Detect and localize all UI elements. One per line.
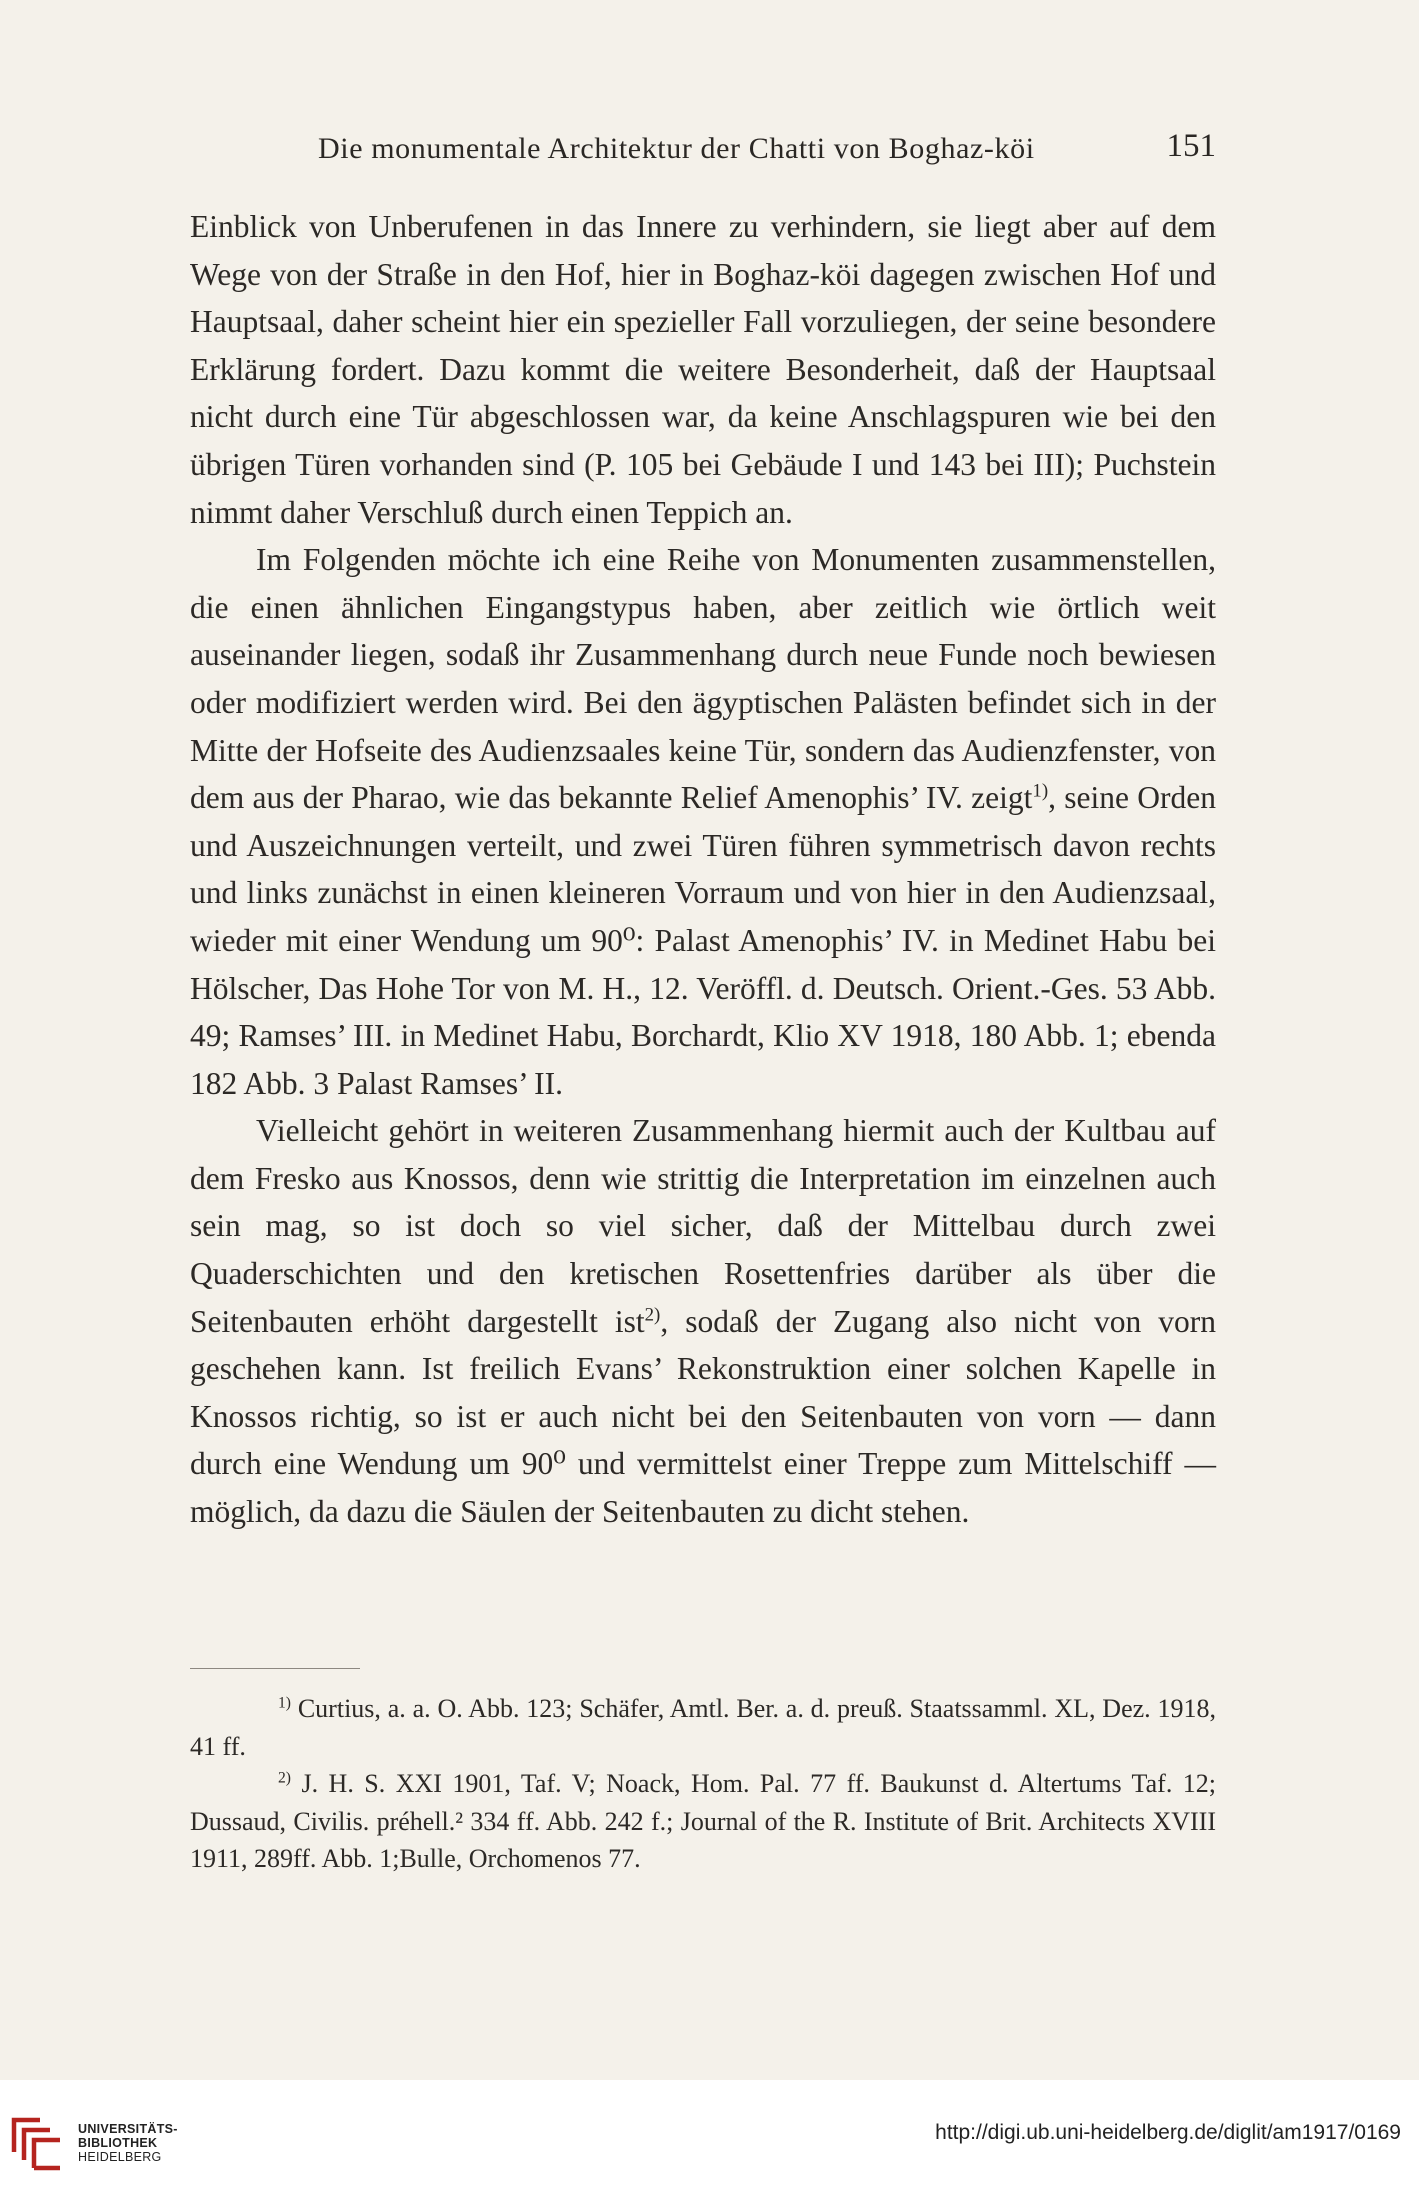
library-name-line-3: HEIDELBERG — [78, 2150, 162, 2164]
paragraph-2-text-before-note: Im Folgenden möchte ich eine Reihe von Monumenten zusammenstellen, die einen ähnlichen Eingangstypus haben, aber zeitlich wie örtlich weit auseinander liegen, sodaß ihr Zusammenhang durch neue Funde noch bewiesen oder modifiziert werden wird. Bei den ägyptischen Palästen befindet sich in der Mitte der Hofseite des Audienzsaales keine Tür, sondern das Audienzfenster, von dem aus der Pharao, wie das bekannte Relief Amenophis’ IV. zeigt — [190, 542, 1216, 816]
library-name-line-1: UNIVERSITÄTS- — [78, 2122, 178, 2136]
footnote-1-mark: 1) — [278, 1694, 291, 1712]
running-title: Die monumentale Architektur der Chatti von Boghaz-köi — [318, 132, 1035, 165]
library-name — [78, 2122, 178, 2164]
paragraph-2-text-after-note: , seine Orden und Auszeichnungen verteilt, und zwei Türen führen symmetrisch davon rechts und links zunächst in einen kleineren Vorraum und von hier in den Audienzsaal, wieder mit einer Wendung um 90⁰: Palast Amenophis’ IV. in Medinet Habu bei Hölscher, Das Hohe Tor von M. H., 12. Veröffl. d. Deutsch. Orient.-Ges. 53 Abb. 49; Ramses’ III. in Medinet Habu, Borchardt, Klio XV 1918, 180 Abb. 1; ebenda 182 Abb. 3 Palast Ramses’ II. — [190, 780, 1216, 1101]
footnote-ref-2: 2) — [644, 1304, 661, 1326]
footnotes — [190, 1690, 1216, 1878]
body-text — [190, 203, 1216, 1536]
paragraph-3-text-after-note: , sodaß der Zugang also nicht von vorn geschehen kann. Ist freilich Evans’ Rekonstruktion einer solchen Kapelle in Knossos richtig, so ist er auch nicht bei den Seitenbauten von vorn — dann durch eine Wendung um 90⁰ und vermittelst einer Treppe zum Mittelschiff — möglich, da dazu die Säulen der Seitenbauten zu dicht stehen. — [190, 1303, 1216, 1530]
paragraph-3-text-before-note: Vielleicht gehört in weiteren Zusammenhang hiermit auch der Kultbau auf dem Fresko aus Knossos, denn wie strittig die Interpretation im einzelnen auch sein mag, so ist doch so viel sicher, daß der Mittelbau durch zwei Quaderschichten und den kretischen Rosettenfries darüber als über die Seitenbauten erhöht dargestellt ist — [190, 1113, 1216, 1339]
footnote-2-text: J. H. S. XXI 1901, Taf. V; Noack, Hom. Pal. 77 ff. Baukunst d. Altertums Taf. 12; Dussaud, Civilis. préhell.² 334 ff. Abb. 242 f.; Journal of the R. Institute of Brit. Architects XVIII 1911, 289ff. Abb. 1;Bulle, Orchomenos 77. — [190, 1769, 1217, 1873]
footnote-1 — [190, 1690, 1216, 1765]
footnote-divider — [190, 1668, 360, 1669]
paragraph-1: Einblick von Unberufenen in das Innere zu verhindern, sie liegt aber auf dem Wege von der Straße in den Hof, hier in Boghaz-köi dagegen zwischen Hof und Hauptsaal, daher scheint hier ein spezieller Fall vorzuliegen, der seine besondere Erklärung fordert. Dazu kommt die weitere Besonderheit, daß der Hauptsaal nicht durch eine Tür abgeschlossen war, da keine Anschlagspuren wie bei den übrigen Türen vorhanden sind (P. 105 bei Gebäude I und 143 bei III); Puchstein nimmt daher Verschluß durch einen Teppich an. — [190, 209, 1216, 530]
footnote-1-text: Curtius, a. a. O. Abb. 123; Schäfer, Amtl. Ber. a. d. preuß. Staatssamml. XL, Dez. 1918, 41 ff. — [190, 1694, 1217, 1761]
paragraph-2 — [190, 536, 1216, 1107]
footnote-2-mark: 2) — [278, 1769, 291, 1787]
library-name-line-2: BIBLIOTHEK — [78, 2136, 158, 2150]
footnote-ref-1: 1) — [1032, 780, 1049, 802]
page-header — [190, 128, 1216, 182]
library-logo-icon[interactable] — [8, 2112, 68, 2174]
page-number: 151 — [1166, 128, 1216, 164]
source-url-link[interactable]: http://digi.ub.uni-heidelberg.de/diglit/am1917/0169 — [935, 2121, 1401, 2144]
footnote-2 — [190, 1765, 1216, 1878]
footer-bar — [0, 2080, 1419, 2205]
paragraph-3 — [190, 1107, 1216, 1535]
